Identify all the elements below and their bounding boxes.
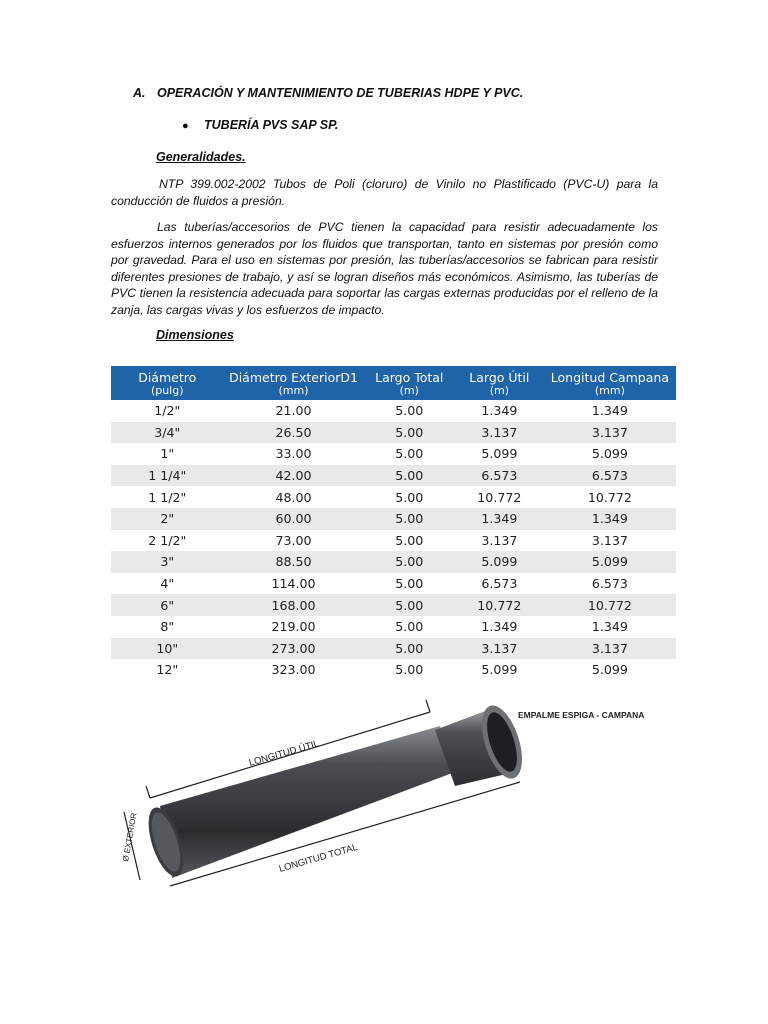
table-cell: 5.00 <box>364 508 455 530</box>
column-header-label: Diámetro <box>138 369 197 385</box>
dimensions-table <box>111 366 676 681</box>
label-exterior-diameter: Ø EXTERIOR <box>121 812 139 863</box>
table-cell: 5.00 <box>395 619 424 635</box>
table-cell: 1 1/2" <box>148 489 187 505</box>
table-cell: 88.50 <box>223 551 363 573</box>
table-cell: 168.00 <box>223 594 363 616</box>
column-header <box>544 366 676 400</box>
column-header <box>111 366 223 400</box>
table-cell: 10.772 <box>455 594 544 616</box>
table-cell: 5.099 <box>481 446 518 462</box>
table-cell: 1.349 <box>455 508 544 530</box>
table-cell: 2 1/2" <box>148 532 187 548</box>
table-cell: 5.00 <box>364 422 455 444</box>
label-joint: EMPALME ESPIGA - CAMPANA <box>518 710 645 720</box>
table-cell: 3.137 <box>544 422 676 444</box>
label-useful-length: LONGITUD ÚTIL <box>247 738 321 769</box>
table-cell: 5.00 <box>395 576 424 592</box>
column-header-unit: (m) <box>399 383 419 397</box>
bullet-text: TUBERÍA PVS SAP SP. <box>204 118 339 132</box>
table-cell: 219.00 <box>271 619 316 635</box>
dimensions-heading: Dimensiones <box>156 328 234 342</box>
table-cell: 3.137 <box>544 638 676 660</box>
table-cell: 5.00 <box>364 594 455 616</box>
table-cell: 1" <box>160 446 175 462</box>
generalities-heading: Generalidades. <box>156 150 246 164</box>
paragraph-standard: NTP 399.002-2002 Tubos de Poli (cloruro) de Vinilo no Plastificado (PVC-U) para la conducción de fluidos a presión. <box>111 177 658 208</box>
table-row <box>111 530 676 552</box>
table-cell: 1.349 <box>481 403 518 419</box>
table-cell: 42.00 <box>223 465 363 487</box>
table-cell: 33.00 <box>275 446 312 462</box>
bullet-icon: ● <box>182 120 189 132</box>
table-body <box>111 400 676 681</box>
table-row <box>111 659 676 681</box>
column-header-unit: (mm) <box>278 383 309 397</box>
table-cell: 5.00 <box>364 638 455 660</box>
table-header-row <box>111 366 676 400</box>
table-row <box>111 638 676 660</box>
table-cell: 6.573 <box>481 576 518 592</box>
table-cell: 5.099 <box>481 662 518 678</box>
table-cell: 3.137 <box>455 422 544 444</box>
table-cell: 6.573 <box>455 465 544 487</box>
table-row <box>111 616 676 638</box>
table-row <box>111 486 676 508</box>
table-cell: 323.00 <box>271 662 316 678</box>
table-row <box>111 400 676 422</box>
table-cell: 1.349 <box>544 508 676 530</box>
table-cell: 1 1/4" <box>111 465 223 487</box>
column-header <box>223 366 363 400</box>
label-total-length: LONGITUD TOTAL <box>277 841 359 875</box>
table-cell: 26.50 <box>223 422 363 444</box>
table-cell: 1/2" <box>154 403 181 419</box>
column-header-unit: (m) <box>489 383 509 397</box>
table-cell: 1.349 <box>481 619 518 635</box>
paragraph-description: Las tuberías/accesorios de PVC tienen la capacidad para resistir adecuadamente los esfuerzos internos generados por los fluidos que transportan, tanto en sistemas por presión como por gravedad. Para el uso en sistemas por presión, las tuberías/accesorios se fabrican para resistir diferentes presiones de trabajo, y así se logran diseños más económicos. Asimismo, las tuberías de PVC tienen la resistencia adecuada para soportar las cargas externas producidas por el relleno de la zanja, las cargas vivas y los esfuerzos de impacto. <box>111 220 658 317</box>
table-cell: 5.099 <box>591 662 628 678</box>
table-cell: 73.00 <box>275 532 312 548</box>
table-cell: 10.772 <box>544 594 676 616</box>
table-cell: 3" <box>111 551 223 573</box>
table-cell: 3.137 <box>481 532 518 548</box>
table-cell: 5.099 <box>455 551 544 573</box>
table-cell: 5.00 <box>395 489 424 505</box>
table-cell: 5.00 <box>395 532 424 548</box>
table-cell: 48.00 <box>275 489 312 505</box>
table-cell: 10.772 <box>477 489 522 505</box>
table-cell: 3.137 <box>455 638 544 660</box>
column-header <box>455 366 544 400</box>
table-cell: 10" <box>111 638 223 660</box>
bullet-item <box>182 118 338 132</box>
column-header-label: Longitud Campana <box>550 369 669 385</box>
table-cell: 5.00 <box>364 551 455 573</box>
section-heading <box>133 86 523 100</box>
heading-number: A. <box>133 86 146 100</box>
column-header-label: Largo Útil <box>469 369 530 385</box>
table-cell: 3.137 <box>591 532 628 548</box>
table-cell: 5.00 <box>395 403 424 419</box>
table-cell: 3/4" <box>111 422 223 444</box>
table-row <box>111 465 676 487</box>
pipe-diagram <box>110 690 670 910</box>
column-header-label: Diámetro ExteriorD1 <box>229 369 358 385</box>
table-cell: 2" <box>111 508 223 530</box>
table-cell: 6" <box>111 594 223 616</box>
table-cell: 5.099 <box>544 551 676 573</box>
table-cell: 8" <box>160 619 175 635</box>
table-cell: 5.00 <box>395 446 424 462</box>
column-header <box>364 366 455 400</box>
table-row <box>111 594 676 616</box>
table-cell: 114.00 <box>271 576 316 592</box>
table-row <box>111 422 676 444</box>
table-row <box>111 508 676 530</box>
column-header-unit: (pulg) <box>150 383 184 397</box>
table-cell: 5.099 <box>591 446 628 462</box>
table-row <box>111 551 676 573</box>
table-cell: 4" <box>160 576 175 592</box>
column-header-label: Largo Total <box>375 369 444 385</box>
table-row <box>111 443 676 465</box>
table-cell: 6.573 <box>544 465 676 487</box>
table-cell: 5.00 <box>364 465 455 487</box>
heading-text: OPERACIÓN Y MANTENIMIENTO DE TUBERIAS HDPE Y PVC. <box>157 86 524 100</box>
table-cell: 273.00 <box>223 638 363 660</box>
table-cell: 6.573 <box>591 576 628 592</box>
table-cell: 5.00 <box>395 662 424 678</box>
table-cell: 10.772 <box>587 489 632 505</box>
table-cell: 1.349 <box>591 619 628 635</box>
table-cell: 21.00 <box>275 403 312 419</box>
table-row <box>111 573 676 595</box>
table-cell: 1.349 <box>591 403 628 419</box>
table-cell: 12" <box>156 662 179 678</box>
column-header-unit: (mm) <box>594 383 625 397</box>
table-cell: 60.00 <box>223 508 363 530</box>
